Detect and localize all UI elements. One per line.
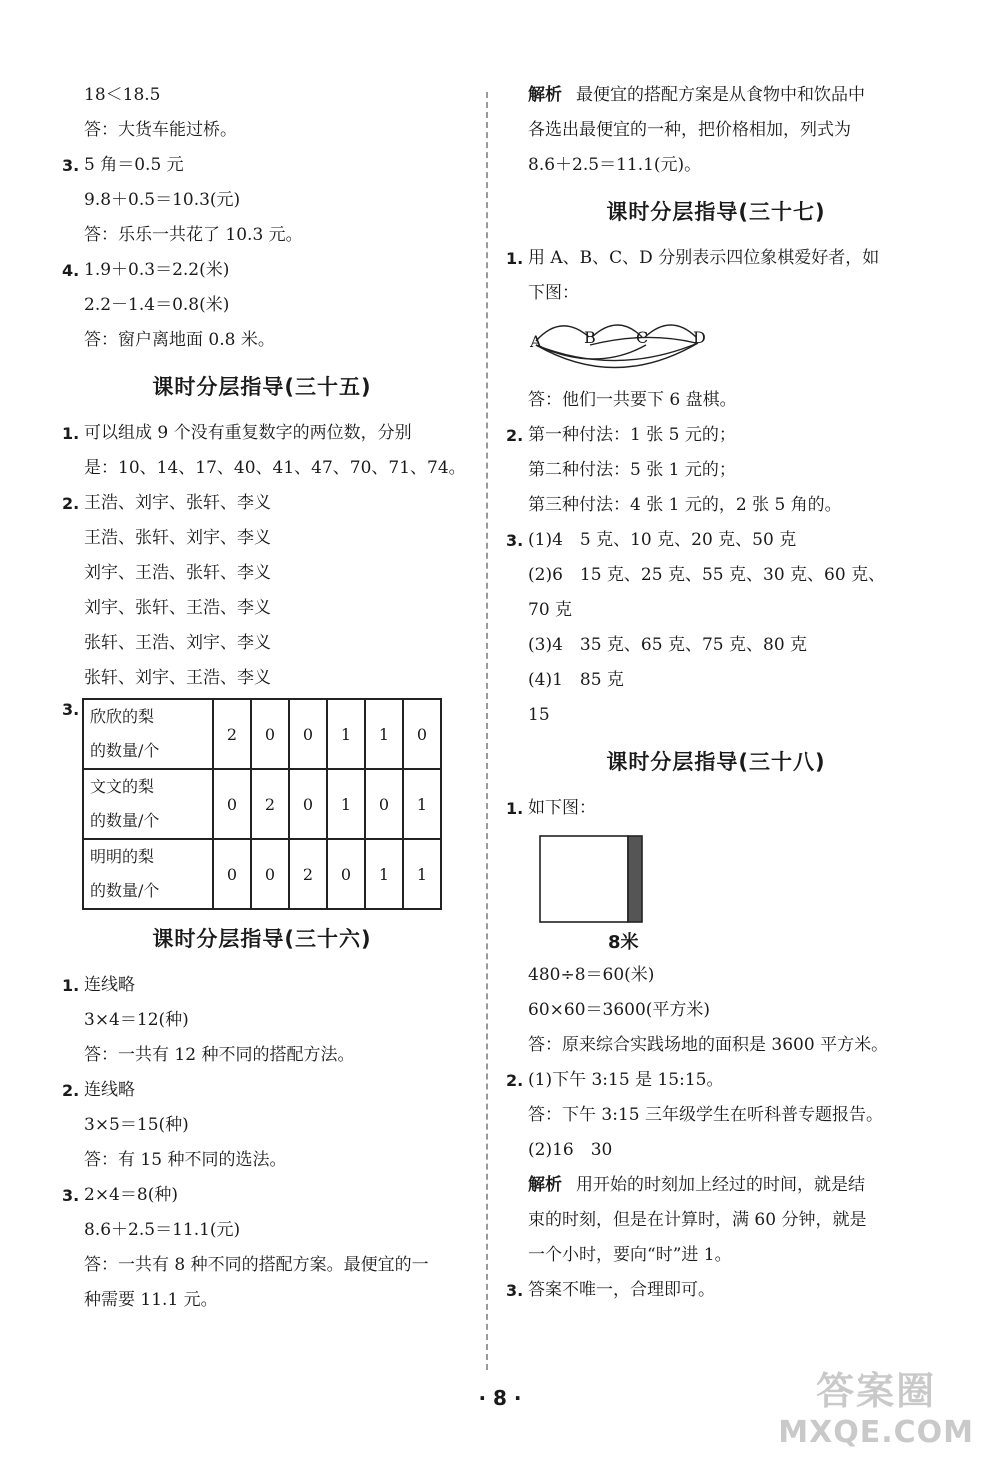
answer-line: 2.2－1.4＝0.8(米) <box>84 295 230 315</box>
answer-line: 下图： <box>528 283 579 303</box>
question-4 <box>62 253 462 288</box>
question-3 <box>506 1273 926 1308</box>
answer-line: (4)1 85 克 <box>528 670 624 690</box>
square-field-figure <box>506 826 926 958</box>
watermark-url: MXQE.COM <box>778 1415 974 1450</box>
row-header: 欣欣的梨 的数量/个 <box>83 699 213 769</box>
answer-line: 3×4＝12(种) <box>84 1010 189 1030</box>
answer-line: 王浩、张轩、刘宇、李义 <box>84 528 271 548</box>
answer-line: 答：原来综合实践场地的面积是 3600 平方米。 <box>528 1035 889 1055</box>
table-cell: 0 <box>365 769 403 839</box>
question-2 <box>62 1073 462 1108</box>
arc-c-d <box>645 325 696 337</box>
answer-line: (2)16 30 <box>528 1140 613 1160</box>
question-1 <box>62 416 462 451</box>
question-number: 2. <box>62 494 80 513</box>
answer-line: 答：乐乐一共花了 10.3 元。 <box>84 225 303 245</box>
question-3 <box>62 1178 462 1213</box>
answer-line: 8.6＋2.5＝11.1(元) <box>84 1220 241 1240</box>
answer-line: 18＜18.5 <box>84 85 161 105</box>
section-title-36: 课时分层指导(三十六) <box>152 927 372 951</box>
table-cell: 1 <box>365 699 403 769</box>
answer-line: 5 角＝0.5 元 <box>84 155 184 175</box>
table-cell: 1 <box>403 769 441 839</box>
original-field <box>540 836 628 922</box>
section-title-35: 课时分层指导(三十五) <box>152 375 372 399</box>
question-number: 3. <box>506 1281 524 1300</box>
answer-line: 1.9＋0.3＝2.2(米) <box>84 260 230 280</box>
node-c: C <box>636 328 649 347</box>
answer-line: 第三种付法：4 张 1 元的，2 张 5 角的。 <box>528 495 842 515</box>
table-cell: 1 <box>365 839 403 909</box>
analysis-line: 各选出最便宜的一种，把价格相加，列式为 <box>528 120 851 140</box>
answer-line: 答：他们一共要下 6 盘棋。 <box>528 390 737 410</box>
answer-line: 连线略 <box>84 975 135 995</box>
added-strip <box>628 836 642 922</box>
answer-line: 70 克 <box>528 600 573 620</box>
answer-line: 3×5＝15(种) <box>84 1115 189 1135</box>
column-divider <box>486 92 488 1370</box>
table-cell: 2 <box>251 769 289 839</box>
arc-b-c <box>592 325 642 337</box>
analysis-label: 解析 <box>528 85 562 105</box>
table-cell: 0 <box>213 839 251 909</box>
question-number: 1. <box>506 799 524 818</box>
table-cell: 0 <box>213 769 251 839</box>
question-3-table-block <box>62 698 462 910</box>
table-cell: 2 <box>213 699 251 769</box>
answer-line: (1)4 5 克、10 克、20 克、50 克 <box>528 530 797 550</box>
arc-a-d-inner <box>536 343 698 361</box>
answer-line: 种需要 11.1 元。 <box>84 1290 218 1310</box>
answer-line: 可以组成 9 个没有重复数字的两位数，分别 <box>84 423 412 443</box>
answer-line: (1)下午 3:15 是 15:15。 <box>528 1070 724 1090</box>
answer-line: 答案不唯一，合理即可。 <box>528 1280 715 1300</box>
table-row <box>83 699 441 769</box>
question-number: 2. <box>506 426 524 445</box>
answer-line: 答：窗户离地面 0.8 米。 <box>84 330 275 350</box>
question-number: 3. <box>62 1186 80 1205</box>
question-number: 3. <box>506 531 524 550</box>
answer-line: 60×60＝3600(平方米) <box>528 1000 711 1020</box>
table-cell: 0 <box>327 839 365 909</box>
row-header: 文文的梨 的数量/个 <box>83 769 213 839</box>
page-number: · 8 · <box>478 1386 522 1410</box>
question-number: 2. <box>506 1071 524 1090</box>
watermark-logo <box>778 1360 974 1450</box>
node-d: D <box>693 328 706 347</box>
answer-line: 答：有 15 种不同的选法。 <box>84 1150 287 1170</box>
answer-line: (3)4 35 克、65 克、75 克、80 克 <box>528 635 808 655</box>
table-cell: 1 <box>327 769 365 839</box>
table-cell: 1 <box>327 699 365 769</box>
arc-a-b <box>536 326 589 341</box>
node-a: A <box>530 332 542 351</box>
question-2 <box>62 486 462 521</box>
analysis-line: 解析 最便宜的搭配方案是从食物中和饮品中 <box>528 85 865 105</box>
answer-line: 张轩、刘宇、王浩、李义 <box>84 668 271 688</box>
analysis-label: 解析 <box>528 1175 562 1195</box>
question-2 <box>506 418 926 453</box>
table-cell: 0 <box>251 839 289 909</box>
answer-line: 是：10、14、17、40、41、47、70、71、74。 <box>84 458 466 478</box>
table-cell: 0 <box>289 769 327 839</box>
answer-line: 如下图： <box>528 798 596 818</box>
answer-line: 9.8＋0.5＝10.3(元) <box>84 190 241 210</box>
node-b: B <box>584 328 596 347</box>
answer-line: 答：下午 3:15 三年级学生在听科普专题报告。 <box>528 1105 883 1125</box>
table-cell: 0 <box>403 699 441 769</box>
chess-match-diagram <box>506 311 926 383</box>
question-number: 3. <box>62 700 80 719</box>
table-cell: 1 <box>403 839 441 909</box>
left-column <box>62 78 466 1318</box>
answer-line: 15 <box>528 705 550 725</box>
question-1 <box>506 241 926 276</box>
section-title-37: 课时分层指导(三十七) <box>606 200 826 224</box>
arc-a-c <box>536 345 646 359</box>
question-number: 3. <box>62 156 80 175</box>
answer-line: 2×4＝8(种) <box>84 1185 178 1205</box>
answer-line: 用 A、B、C、D 分别表示四位象棋爱好者，如 <box>528 248 880 268</box>
answer-line: (2)6 15 克、25 克、55 克、30 克、60 克、 <box>528 565 886 585</box>
answer-line: 第一种付法：1 张 5 元的； <box>528 425 736 445</box>
arc-a-d <box>536 343 698 368</box>
answer-line: 答：一共有 12 种不同的搭配方法。 <box>84 1045 355 1065</box>
answer-line: 张轩、王浩、刘宇、李义 <box>84 633 271 653</box>
question-3 <box>62 148 462 183</box>
question-number: 4. <box>62 261 80 280</box>
analysis-line: 一个小时，要向“时”进 1。 <box>528 1245 732 1265</box>
answer-line: 第二种付法：5 张 1 元的； <box>528 460 736 480</box>
question-3 <box>506 523 926 558</box>
question-number: 2. <box>62 1081 80 1100</box>
answer-line: 480÷8＝60(米) <box>528 965 655 985</box>
question-number: 1. <box>62 976 80 995</box>
pears-table <box>82 698 442 910</box>
answer-line: 答：一共有 8 种不同的搭配方案。最便宜的一 <box>84 1255 429 1275</box>
answer-line: 连线略 <box>84 1080 135 1100</box>
answer-line: 王浩、刘宇、张轩、李义 <box>84 493 271 513</box>
table-cell: 0 <box>289 699 327 769</box>
answer-line: 刘宇、张轩、王浩、李义 <box>84 598 271 618</box>
question-number: 1. <box>506 249 524 268</box>
analysis-line: 解析 用开始的时刻加上经过的时间，就是结 <box>528 1175 865 1195</box>
question-1 <box>62 968 462 1003</box>
section-title-38: 课时分层指导(三十八) <box>606 750 826 774</box>
question-number: 1. <box>62 424 80 443</box>
table-row <box>83 839 441 909</box>
table-cell: 0 <box>251 699 289 769</box>
watermark-title: 答案圈 <box>816 1369 937 1413</box>
table-cell: 2 <box>289 839 327 909</box>
figure-label: 8米 <box>608 932 639 953</box>
square-field-svg <box>506 826 706 954</box>
table-row <box>83 769 441 839</box>
analysis-line: 束的时刻，但是在计算时，满 60 分钟，就是 <box>528 1210 867 1230</box>
row-header: 明明的梨 的数量/个 <box>83 839 213 909</box>
analysis-line: 8.6＋2.5＝11.1(元)。 <box>528 155 702 175</box>
answer-line: 答：大货车能过桥。 <box>84 120 237 140</box>
right-column <box>506 78 926 1308</box>
question-2 <box>506 1063 926 1098</box>
question-1 <box>506 791 926 826</box>
match-arcs-svg <box>506 311 726 381</box>
answer-line: 刘宇、王浩、张轩、李义 <box>84 563 271 583</box>
